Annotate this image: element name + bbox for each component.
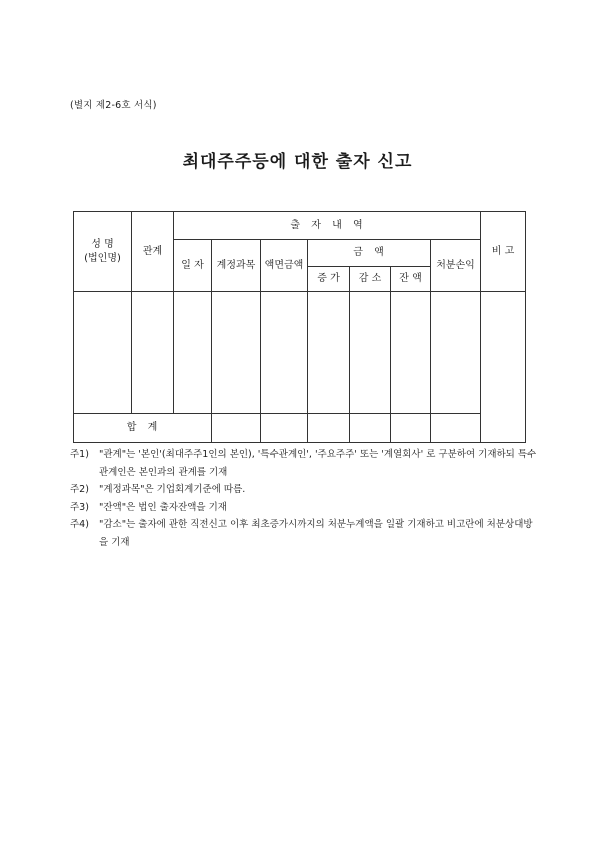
decrease-cell[interactable] [350,292,391,414]
total-face-value-cell[interactable] [261,414,308,443]
remarks-header: 비 고 [481,212,526,292]
balance-header: 잔 액 [391,267,431,292]
footnote-text: "계정과목"은 기업회계기준에 따름. [99,484,246,495]
date-cell[interactable] [174,292,212,414]
name-cell[interactable] [74,292,132,414]
face-value-header: 액면금액 [261,240,308,292]
footnote-4 [70,516,540,551]
footnote-text: "관계"는 '본인'(최대주주1인의 본인), '특수관계인', '주요주주' 또는 '계열회사' 로 구분하여 기재하되 특수관계인은 본인과의 관계를 기재 [99,449,537,478]
footnote-text: "감소"는 출자에 관한 직전신고 이후 최초증가시까지의 처분누계액을 일괄 기재하고 비고란에 처분상대방을 기재 [99,519,533,548]
name-header-cell [74,212,132,292]
page-title: 최대주주등에 대한 출자 신고 [182,152,413,172]
footnote-number: 주2) [70,484,89,495]
footnote-1 [70,446,540,481]
footnote-number: 주4) [70,519,89,530]
total-disposal-cell[interactable] [431,414,481,443]
total-increase-cell[interactable] [308,414,350,443]
form-reference: (별지 제2-6호 서식) [70,100,157,111]
footnote-number: 주3) [70,501,89,513]
relation-header: 관계 [132,212,174,292]
total-decrease-cell[interactable] [350,414,391,443]
increase-header: 증 가 [308,267,350,292]
contribution-table [73,211,526,443]
total-row [74,414,526,443]
total-balance-cell[interactable] [391,414,431,443]
disposal-cell[interactable] [431,292,481,414]
table-row [74,292,526,414]
disposal-header: 처분손익 [431,240,481,292]
account-header: 계정과목 [212,240,261,292]
total-account-cell[interactable] [212,414,261,443]
face-value-cell[interactable] [261,292,308,414]
total-label: 합 계 [74,414,212,443]
relation-cell[interactable] [132,292,174,414]
balance-cell[interactable] [391,292,431,414]
footnote-2 [70,481,540,499]
name-header-line1: 성 명 [91,239,114,250]
footnote-text: "잔액"은 법인 출자잔액을 기재 [99,501,227,513]
remarks-cell[interactable] [481,292,526,443]
footnote-3 [70,499,540,517]
account-cell[interactable] [212,292,261,414]
increase-cell[interactable] [308,292,350,414]
name-header-line2: (법인명) [84,252,121,264]
footnote-number: 주1) [70,449,89,460]
date-header: 일 자 [174,240,212,292]
amount-header: 금 액 [308,240,431,267]
contribution-header: 출 자 내 역 [174,212,481,240]
decrease-header: 감 소 [350,267,391,292]
footnotes [70,446,540,551]
